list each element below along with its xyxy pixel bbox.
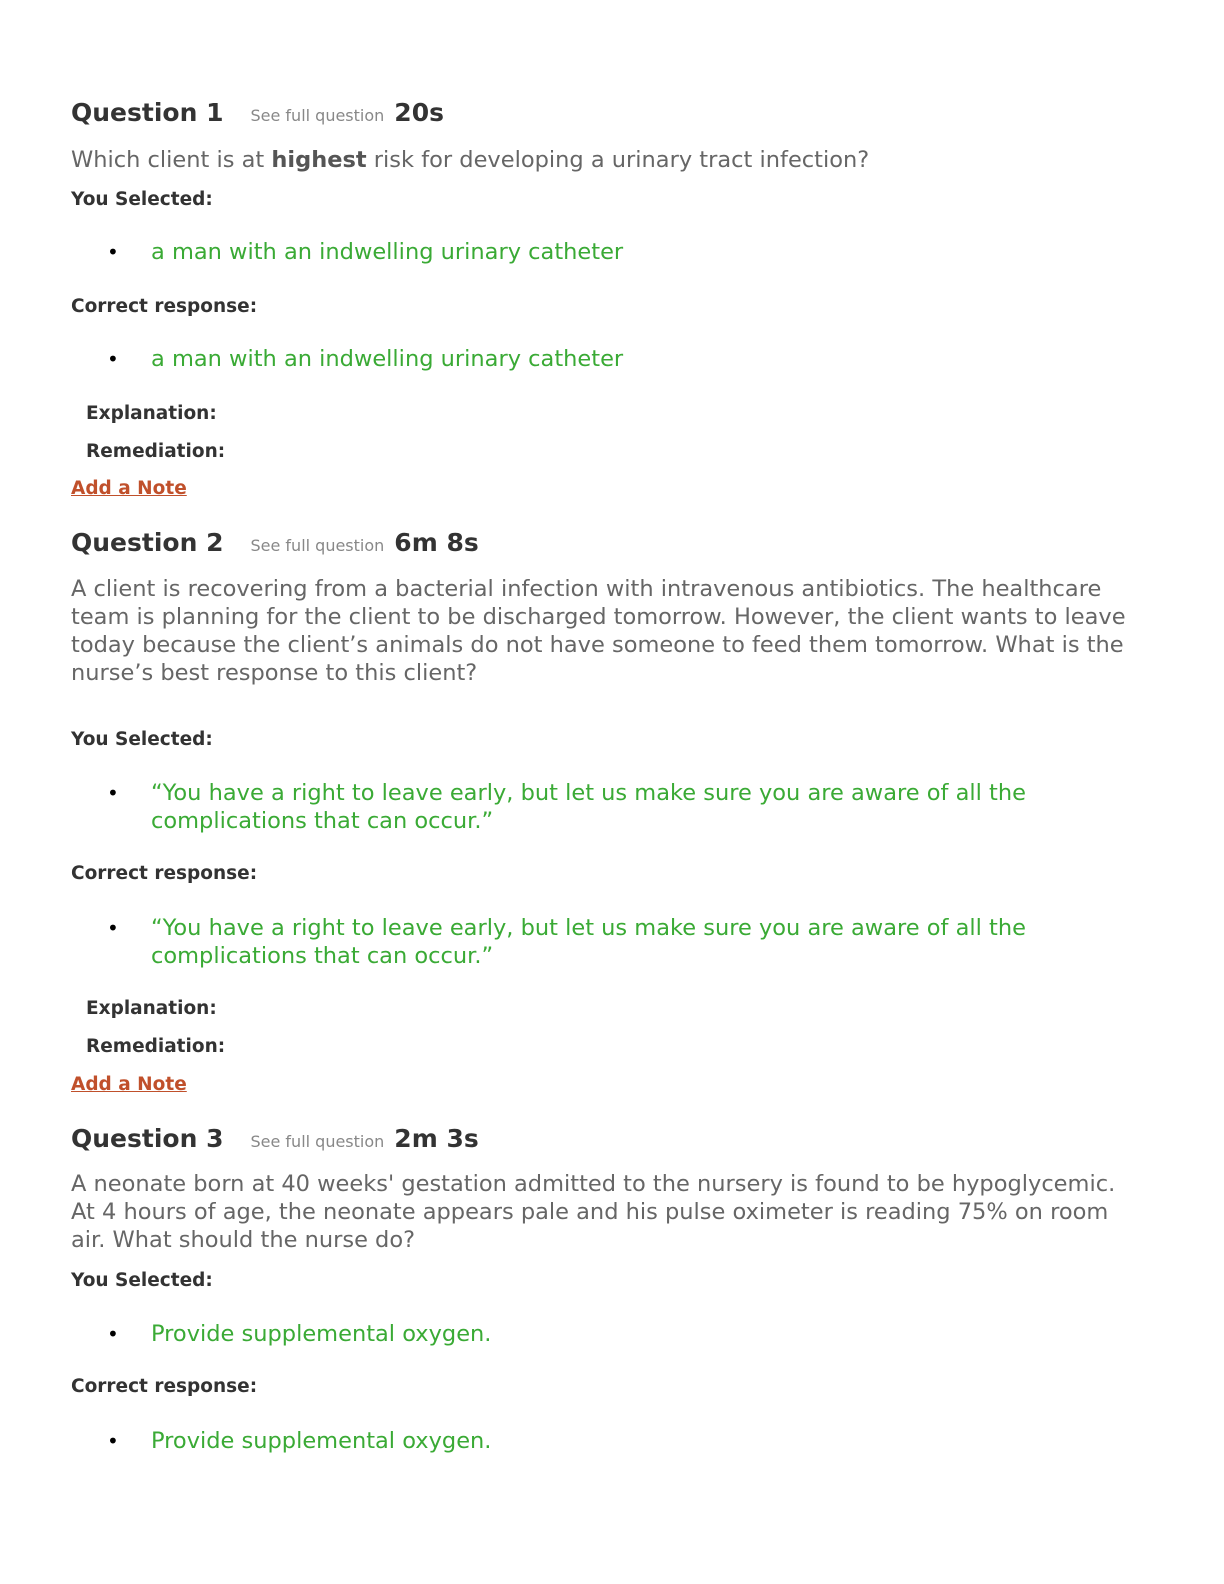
explanation-label: Explanation: [86,403,217,424]
question-title: Question 3 [71,1124,224,1153]
question-text: A neonate born at 40 weeks' gestation admitted to the nursery is found to be hypoglycemic. At 4 hours of age, the neonate appears pale and his pulse oximeter is reading 75% on room air. What should the nurse do? [71,1171,1116,1253]
you-selected-label: You Selected: [71,729,213,750]
selected-answer-text: a man with an indwelling urinary catheter [151,239,624,265]
question-title: Question 2 [71,528,224,557]
correct-response-label: Correct response: [71,1376,258,1397]
selected-answer-text: Provide supplemental oxygen. [151,1321,492,1347]
bullet-icon: • [107,347,119,371]
question-header [71,528,479,557]
you-selected-label: You Selected: [71,1270,213,1291]
question-text-part: risk for developing a urinary tract infection? [366,147,870,173]
question-time: 20s [394,98,444,127]
bullet-icon: • [107,1322,119,1346]
correct-answer-text: “You have a right to leave early, but let us make sure you are aware of all the complications that can occur.” [151,915,1026,969]
question-time: 2m 3s [394,1124,479,1153]
bullet-icon: • [107,240,119,264]
question-text-part: Which client is at [71,147,272,173]
bullet-icon: • [107,781,119,805]
explanation-label: Explanation: [86,998,217,1019]
remediation-label: Remediation: [86,441,226,462]
question-header [71,1124,479,1153]
see-full-question-link[interactable]: See full question [250,106,385,125]
see-full-question-link[interactable]: See full question [250,536,385,555]
question-text-emphasis: highest [271,147,367,173]
question-text: A client is recovering from a bacterial infection with intravenous antibiotics. The healthcare team is planning for the client to be discharged tomorrow. However, the client wants to leave today because the client’s animals do not have someone to feed them tomorrow. What is the nurse’s best response to this client? [71,576,1126,686]
bullet-icon: • [107,916,119,940]
correct-response-label: Correct response: [71,863,258,884]
question-text [71,146,1146,174]
you-selected-label: You Selected: [71,189,213,210]
remediation-label: Remediation: [86,1036,226,1057]
see-full-question-link[interactable]: See full question [250,1132,385,1151]
correct-response-label: Correct response: [71,296,258,317]
question-time: 6m 8s [394,528,479,557]
correct-answer-text: a man with an indwelling urinary catheter [151,346,624,372]
correct-answer-text: Provide supplemental oxygen. [151,1428,492,1454]
add-note-link[interactable]: Add a Note [71,478,187,499]
question-title: Question 1 [71,98,224,127]
question-header [71,98,444,127]
selected-answer-text: “You have a right to leave early, but let us make sure you are aware of all the complications that can occur.” [151,780,1026,834]
add-note-link[interactable]: Add a Note [71,1074,187,1095]
bullet-icon: • [107,1429,119,1453]
